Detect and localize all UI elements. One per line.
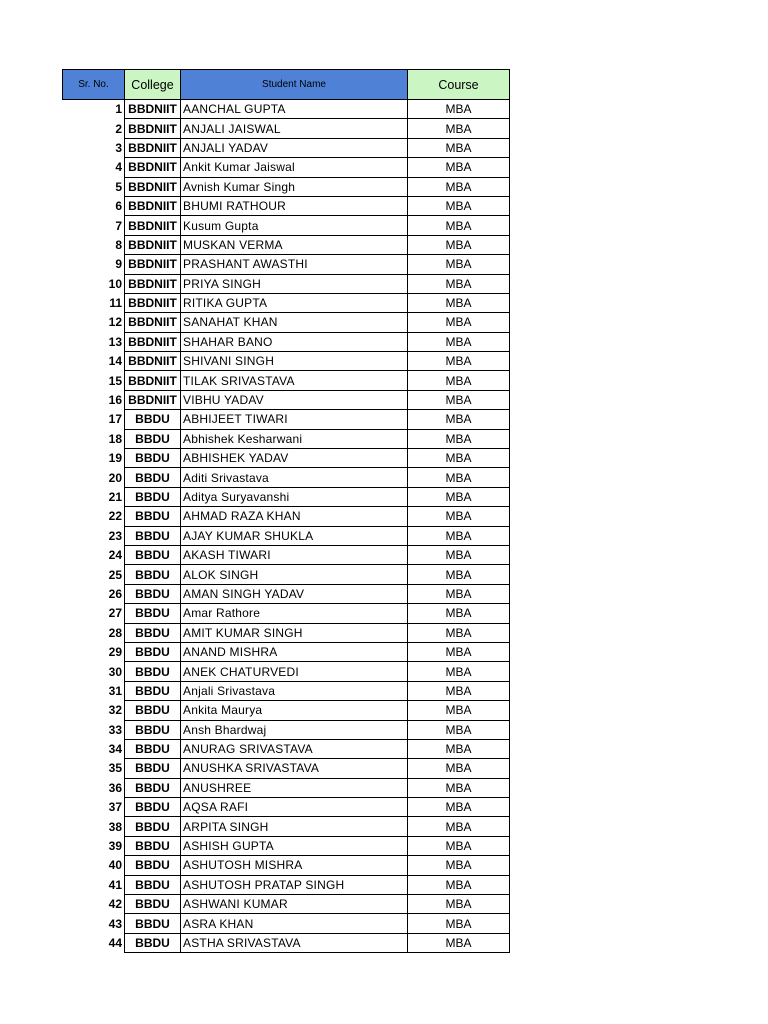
sr-no-cell: 37: [108, 800, 122, 815]
student-name-cell: ASRA KHAN: [181, 914, 408, 933]
table-body: [63, 100, 510, 953]
student-name-cell: ALOK SINGH: [181, 565, 408, 584]
college-cell: BBDU: [125, 778, 181, 797]
course-cell: MBA: [408, 642, 510, 661]
student-name-cell: Avnish Kumar Singh: [181, 177, 408, 196]
college-cell: BBDU: [125, 701, 181, 720]
sr-no-cell: 24: [108, 548, 122, 563]
course-cell: MBA: [408, 274, 510, 293]
table-row: [63, 720, 510, 739]
table-row: [63, 158, 510, 177]
student-name-cell: ABHIJEET TIWARI: [181, 410, 408, 429]
sr-no-cell: 7: [115, 218, 122, 233]
course-cell: MBA: [408, 371, 510, 390]
table-row: [63, 196, 510, 215]
student-name-cell: ANAND MISHRA: [181, 642, 408, 661]
table-row: [63, 255, 510, 274]
student-name-cell: ANEK CHATURVEDI: [181, 662, 408, 681]
student-name-cell: MUSKAN VERMA: [181, 235, 408, 254]
college-cell: BBDU: [125, 545, 181, 564]
table-row: [63, 584, 510, 603]
header-course: Course: [408, 70, 510, 100]
college-cell: BBDU: [125, 720, 181, 739]
student-name-cell: ANURAG SRIVASTAVA: [181, 739, 408, 758]
sr-no-cell: 5: [115, 179, 122, 194]
student-name-cell: AMIT KUMAR SINGH: [181, 623, 408, 642]
college-cell: BBDNIIT: [125, 274, 181, 293]
sr-no-cell: 26: [108, 586, 122, 601]
table-row: [63, 526, 510, 545]
table-row: [63, 895, 510, 914]
course-cell: MBA: [408, 216, 510, 235]
table-row: [63, 332, 510, 351]
student-name-cell: Anjali Srivastava: [181, 681, 408, 700]
course-cell: MBA: [408, 565, 510, 584]
student-name-cell: ASHISH GUPTA: [181, 836, 408, 855]
student-name-cell: SANAHAT KHAN: [181, 313, 408, 332]
sr-no-cell: 31: [108, 683, 122, 698]
college-cell: BBDU: [125, 449, 181, 468]
course-cell: MBA: [408, 817, 510, 836]
sr-no-cell: 29: [108, 645, 122, 660]
sr-no-cell: 16: [108, 393, 122, 408]
table-row: [63, 914, 510, 933]
sr-no-cell: 36: [108, 780, 122, 795]
student-name-cell: AMAN SINGH YADAV: [181, 584, 408, 603]
course-cell: MBA: [408, 759, 510, 778]
student-name-cell: ANUSHREE: [181, 778, 408, 797]
course-cell: MBA: [408, 933, 510, 952]
table-row: [63, 235, 510, 254]
student-name-cell: TILAK SRIVASTAVA: [181, 371, 408, 390]
sr-no-cell: 22: [108, 509, 122, 524]
sr-no-cell: 33: [108, 722, 122, 737]
table-row: [63, 662, 510, 681]
sr-no-cell: 38: [108, 819, 122, 834]
course-cell: MBA: [408, 235, 510, 254]
college-cell: BBDU: [125, 584, 181, 603]
table-row: [63, 274, 510, 293]
college-cell: BBDU: [125, 681, 181, 700]
student-name-cell: Ankita Maurya: [181, 701, 408, 720]
college-cell: BBDU: [125, 565, 181, 584]
student-name-cell: ANJALI YADAV: [181, 138, 408, 157]
college-cell: BBDU: [125, 468, 181, 487]
course-cell: MBA: [408, 119, 510, 138]
student-name-cell: Amar Rathore: [181, 604, 408, 623]
table-row: [63, 507, 510, 526]
table-row: [63, 468, 510, 487]
table-row: [63, 138, 510, 157]
table-row: [63, 177, 510, 196]
college-cell: BBDNIIT: [125, 216, 181, 235]
student-list-table: [62, 69, 510, 953]
course-cell: MBA: [408, 410, 510, 429]
course-cell: MBA: [408, 100, 510, 119]
table-row: [63, 875, 510, 894]
course-cell: MBA: [408, 313, 510, 332]
sr-no-cell: 35: [108, 761, 122, 776]
table-row: [63, 798, 510, 817]
college-cell: BBDNIIT: [125, 158, 181, 177]
sr-no-cell: 13: [108, 334, 122, 349]
student-name-cell: PRIYA SINGH: [181, 274, 408, 293]
student-name-cell: ABHISHEK YADAV: [181, 449, 408, 468]
sr-no-cell: 30: [108, 664, 122, 679]
course-cell: MBA: [408, 332, 510, 351]
header-sr-no: Sr. No.: [63, 70, 125, 100]
table-row: [63, 778, 510, 797]
student-name-cell: ASHUTOSH PRATAP SINGH: [181, 875, 408, 894]
sr-no-cell: 39: [108, 839, 122, 854]
college-cell: BBDU: [125, 933, 181, 952]
student-name-cell: AQSA RAFI: [181, 798, 408, 817]
college-cell: BBDNIIT: [125, 313, 181, 332]
college-cell: BBDNIIT: [125, 100, 181, 119]
student-name-cell: AHMAD RAZA KHAN: [181, 507, 408, 526]
student-name-cell: PRASHANT AWASTHI: [181, 255, 408, 274]
course-cell: MBA: [408, 895, 510, 914]
table-row: [63, 856, 510, 875]
table-row: [63, 100, 510, 119]
table-row: [63, 701, 510, 720]
table-row: [63, 604, 510, 623]
table-row: [63, 216, 510, 235]
course-cell: MBA: [408, 875, 510, 894]
table-row: [63, 565, 510, 584]
sr-no-cell: 28: [108, 625, 122, 640]
sr-no-cell: 6: [115, 199, 122, 214]
table-row: [63, 642, 510, 661]
college-cell: BBDNIIT: [125, 235, 181, 254]
student-name-cell: AANCHAL GUPTA: [181, 100, 408, 119]
student-name-cell: ASHWANI KUMAR: [181, 895, 408, 914]
table-row: [63, 371, 510, 390]
sr-no-cell: 44: [108, 935, 122, 950]
sr-no-cell: 2: [115, 121, 122, 136]
course-cell: MBA: [408, 701, 510, 720]
sr-no-cell: 42: [108, 897, 122, 912]
table-row: [63, 313, 510, 332]
student-name-cell: Ankit Kumar Jaiswal: [181, 158, 408, 177]
student-name-cell: Abhishek Kesharwani: [181, 429, 408, 448]
course-cell: MBA: [408, 778, 510, 797]
table-row: [63, 487, 510, 506]
course-cell: MBA: [408, 856, 510, 875]
course-cell: MBA: [408, 429, 510, 448]
college-cell: BBDU: [125, 429, 181, 448]
college-cell: BBDNIIT: [125, 138, 181, 157]
sr-no-cell: 43: [108, 916, 122, 931]
student-name-cell: ANUSHKA SRIVASTAVA: [181, 759, 408, 778]
college-cell: BBDNIIT: [125, 196, 181, 215]
sr-no-cell: 34: [108, 742, 122, 757]
course-cell: MBA: [408, 681, 510, 700]
course-cell: MBA: [408, 739, 510, 758]
college-cell: BBDNIIT: [125, 255, 181, 274]
course-cell: MBA: [408, 914, 510, 933]
sr-no-cell: 18: [108, 431, 122, 446]
course-cell: MBA: [408, 545, 510, 564]
table-row: [63, 933, 510, 952]
sr-no-cell: 21: [108, 490, 122, 504]
college-cell: BBDU: [125, 487, 181, 506]
sr-no-cell: 23: [108, 528, 122, 543]
student-name-cell: Aditi Srivastava: [181, 468, 408, 487]
college-cell: BBDU: [125, 798, 181, 817]
table-row: [63, 119, 510, 138]
student-name-cell: RITIKA GUPTA: [181, 293, 408, 312]
course-cell: MBA: [408, 623, 510, 642]
table-row: [63, 352, 510, 371]
table-row: [63, 836, 510, 855]
sr-no-cell: 3: [115, 140, 122, 155]
student-name-cell: ASHUTOSH MISHRA: [181, 856, 408, 875]
student-name-cell: ANJALI JAISWAL: [181, 119, 408, 138]
course-cell: MBA: [408, 255, 510, 274]
student-name-cell: AKASH TIWARI: [181, 545, 408, 564]
header-college: College: [125, 70, 181, 100]
sr-no-cell: 32: [108, 703, 122, 718]
course-cell: MBA: [408, 352, 510, 371]
header-student-name: Student Name: [181, 70, 408, 100]
course-cell: MBA: [408, 468, 510, 487]
table-row: [63, 410, 510, 429]
sr-no-cell: 4: [115, 160, 122, 175]
course-cell: MBA: [408, 293, 510, 312]
student-name-cell: SHAHAR BANO: [181, 332, 408, 351]
college-cell: BBDU: [125, 662, 181, 681]
sr-no-cell: 14: [108, 354, 122, 369]
college-cell: BBDU: [125, 507, 181, 526]
sr-no-cell: 19: [108, 451, 122, 466]
sr-no-cell: 20: [108, 470, 122, 485]
college-cell: BBDU: [125, 875, 181, 894]
sr-no-cell: 17: [108, 412, 122, 427]
college-cell: BBDU: [125, 836, 181, 855]
college-cell: BBDNIIT: [125, 332, 181, 351]
course-cell: MBA: [408, 720, 510, 739]
table-row: [63, 817, 510, 836]
table-row: [63, 681, 510, 700]
college-cell: BBDNIIT: [125, 352, 181, 371]
student-name-cell: AJAY KUMAR SHUKLA: [181, 526, 408, 545]
table-row: [63, 429, 510, 448]
college-cell: BBDNIIT: [125, 390, 181, 409]
college-cell: BBDU: [125, 526, 181, 545]
table-row: [63, 390, 510, 409]
course-cell: MBA: [408, 662, 510, 681]
course-cell: MBA: [408, 158, 510, 177]
college-cell: BBDU: [125, 739, 181, 758]
sr-no-cell: 25: [108, 567, 122, 582]
sr-no-cell: 10: [108, 276, 122, 291]
course-cell: MBA: [408, 526, 510, 545]
college-cell: BBDU: [125, 410, 181, 429]
college-cell: BBDNIIT: [125, 119, 181, 138]
course-cell: MBA: [408, 798, 510, 817]
student-name-cell: Ansh Bhardwaj: [181, 720, 408, 739]
header-row: [63, 70, 510, 100]
sr-no-cell: 1: [115, 102, 122, 117]
sr-no-cell: 40: [108, 858, 122, 873]
course-cell: MBA: [408, 177, 510, 196]
course-cell: MBA: [408, 836, 510, 855]
college-cell: BBDU: [125, 856, 181, 875]
course-cell: MBA: [408, 449, 510, 468]
table-row: [63, 545, 510, 564]
sr-no-cell: 9: [115, 257, 122, 272]
college-cell: BBDU: [125, 604, 181, 623]
college-cell: BBDU: [125, 817, 181, 836]
table-row: [63, 623, 510, 642]
course-cell: MBA: [408, 487, 510, 506]
sr-no-cell: 41: [108, 877, 122, 892]
sr-no-cell: 27: [108, 606, 122, 621]
student-name-cell: VIBHU YADAV: [181, 390, 408, 409]
student-name-cell: ASTHA SRIVASTAVA: [181, 933, 408, 952]
college-cell: BBDU: [125, 914, 181, 933]
student-name-cell: BHUMI RATHOUR: [181, 196, 408, 215]
college-cell: BBDNIIT: [125, 293, 181, 312]
sr-no-cell: 15: [108, 373, 122, 388]
college-cell: BBDU: [125, 623, 181, 642]
course-cell: MBA: [408, 584, 510, 603]
course-cell: MBA: [408, 390, 510, 409]
table-row: [63, 739, 510, 758]
sr-no-cell: 11: [109, 296, 122, 311]
college-cell: BBDU: [125, 642, 181, 661]
table-row: [63, 293, 510, 312]
student-name-cell: ARPITA SINGH: [181, 817, 408, 836]
table-header: [63, 70, 510, 100]
student-name-cell: Kusum Gupta: [181, 216, 408, 235]
table-row: [63, 759, 510, 778]
table-row: [63, 449, 510, 468]
student-name-cell: SHIVANI SINGH: [181, 352, 408, 371]
college-cell: BBDNIIT: [125, 177, 181, 196]
college-cell: BBDU: [125, 895, 181, 914]
course-cell: MBA: [408, 196, 510, 215]
college-cell: BBDNIIT: [125, 371, 181, 390]
course-cell: MBA: [408, 507, 510, 526]
sr-no-cell: 8: [115, 237, 122, 252]
college-cell: BBDU: [125, 759, 181, 778]
course-cell: MBA: [408, 138, 510, 157]
sr-no-cell: 12: [108, 315, 122, 330]
course-cell: MBA: [408, 604, 510, 623]
student-name-cell: Aditya Suryavanshi: [181, 487, 408, 506]
